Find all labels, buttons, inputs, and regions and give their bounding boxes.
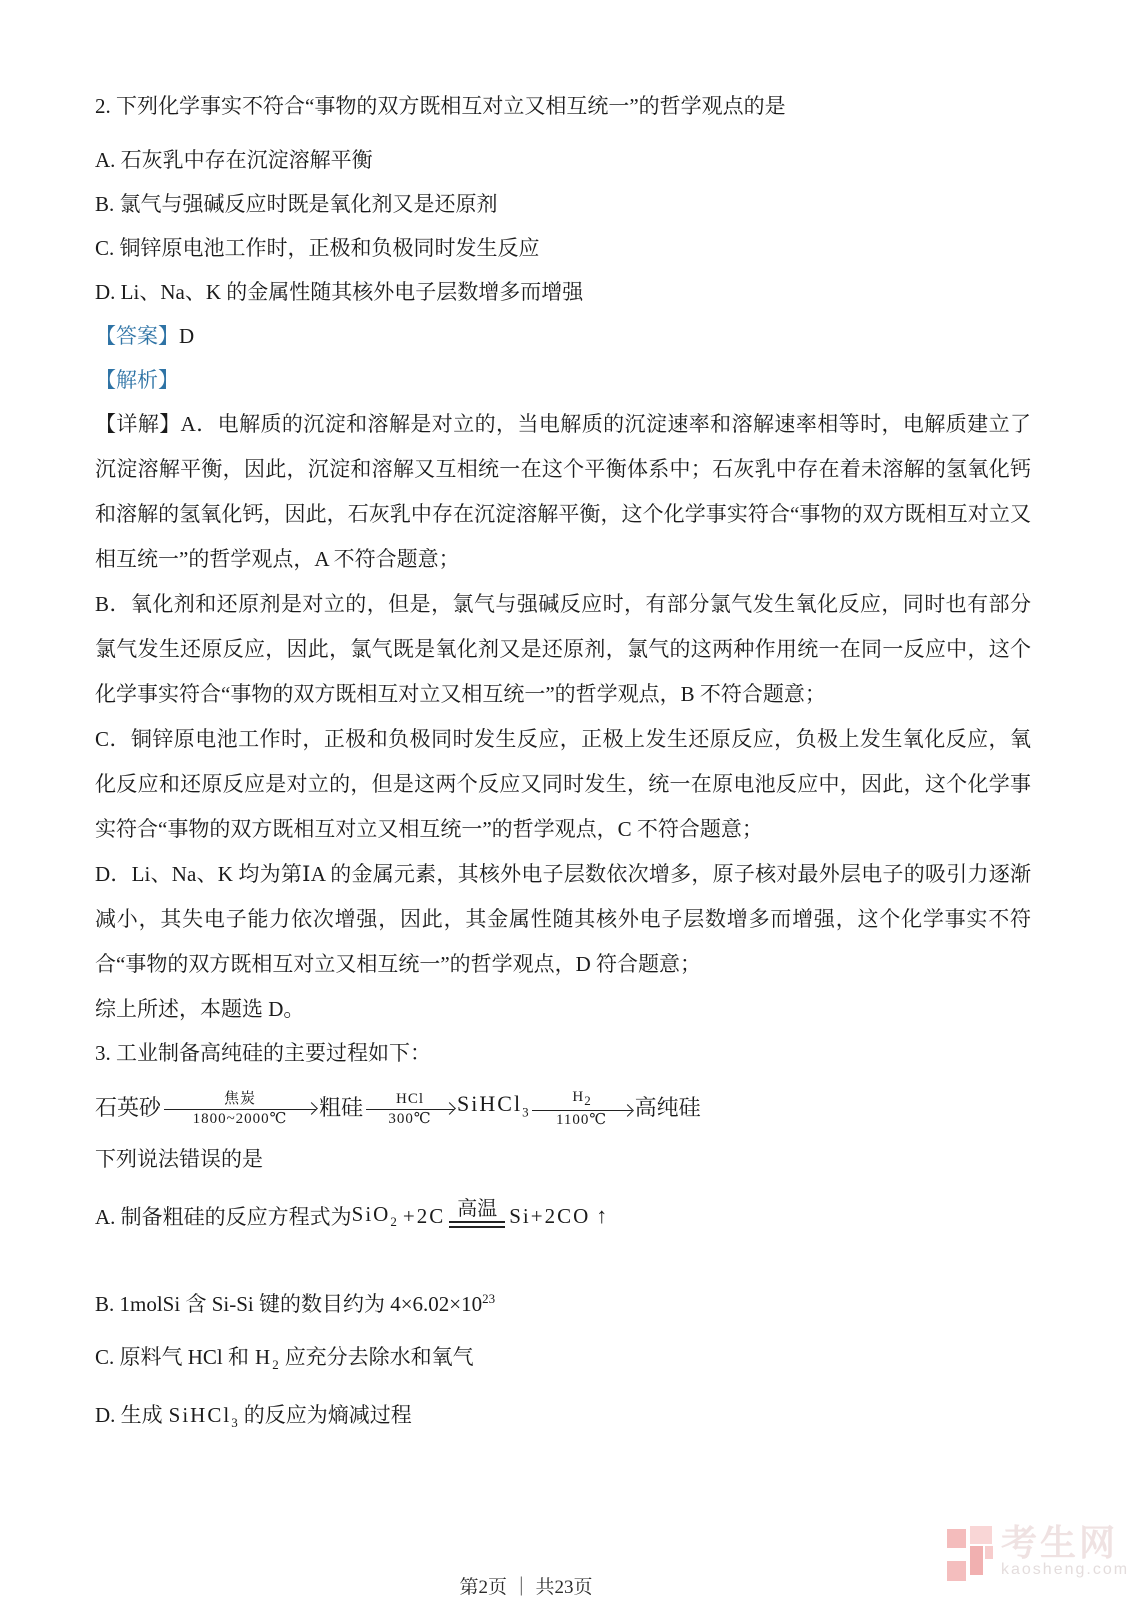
q3-option-d-text-2: 的反应为熵减过程: [243, 1403, 412, 1427]
gas-up-arrow-icon: ↑: [596, 1203, 608, 1228]
q3-question: 下列说法错误的是: [95, 1147, 263, 1171]
q2-detail-paragraph-d: D．Li、Na、K 均为第ⅠA 的金属元素，其核外电子层数依次增多，原子核对最外层电子的吸引力逐渐减小，其失电子能力依次增强，因此，其金属性随其核外电子层数增多而增强，这个化学事实不符合“事物的双方既相互对立又相互统一”的哲学观点，D 符合题意；: [95, 862, 1031, 976]
right-arrow-icon: [366, 1109, 454, 1110]
condition-label: 高温: [457, 1197, 498, 1220]
q2-answer-line: [95, 314, 1031, 358]
arrow1-condition-below: 1800~2000℃: [192, 1110, 288, 1127]
q3-option-c-text-2: 应充分去除水和氧气: [284, 1345, 474, 1369]
q2-conclusion: 综上所述，本题选 D。: [95, 997, 305, 1021]
answer-label: 【答案】: [95, 324, 179, 348]
right-arrow-icon: [164, 1109, 316, 1110]
formula-subscript: 3: [522, 1104, 529, 1120]
formula-subscript: 2: [584, 1093, 591, 1108]
process-start: 石英砂: [95, 1094, 162, 1120]
double-line-equals-icon: [449, 1221, 505, 1228]
formula-base: SiO: [351, 1201, 391, 1226]
q2-detail-paragraph-c: C．铜锌原电池工作时，正极和负极同时发生反应，正极上发生还原反应，负极上发生氧化反应，氧化反应和还原反应是对立的，但是这两个反应又同时发生，统一在原电池反应中，因此，这个化学事实符合“事物的双方既相互对立又相互统一”的哲学观点，C 不符合题意；: [95, 727, 1031, 841]
arrow3-condition-above: [566, 1089, 596, 1109]
kaosheng-logo-icon: [941, 1524, 997, 1582]
q3-option-b: [95, 1277, 1031, 1321]
arrow3-condition-below: 1100℃: [555, 1112, 608, 1128]
reactant-2: +2C: [402, 1203, 446, 1228]
q3-stem: 3. 工业制备高纯硅的主要过程如下：: [95, 1041, 431, 1065]
formula-subscript: 3: [231, 1415, 238, 1431]
page-footer: [0, 1572, 1052, 1599]
q2-detail-paragraph-a: 【详解】A．电解质的沉淀和溶解是对立的，当电解质的沉淀速率和溶解速率相等时，电解质建立了沉淀溶解平衡，因此，沉淀和溶解又互相统一在这个平衡体系中；石灰乳中存在着未溶解的氢氧化钙和溶解的氢氧化钙，因此，石灰乳中存在沉淀溶解平衡，这个化学事实符合“事物的双方既相互对立又相互统一”的哲学观点，A 不符合题意；: [95, 412, 1031, 571]
exponent-superscript: 23: [482, 1291, 496, 1306]
arrow2-condition-above: HCl: [396, 1090, 425, 1107]
q3-option-a-prefix: A. 制备粗硅的反应方程式为: [95, 1205, 352, 1229]
q2-option-b: B. 氯气与强碱反应时既是氧化剂又是还原剂: [95, 192, 498, 216]
right-arrow-icon: [532, 1110, 632, 1111]
watermark-text: [1001, 1524, 1129, 1578]
process-intermediate-1: 粗硅: [319, 1094, 364, 1120]
process-arrow-2: [366, 1091, 454, 1128]
formula-subscript: 2: [390, 1214, 397, 1230]
q2-option-a: A. 石灰乳中存在沉淀溶解平衡: [95, 148, 373, 172]
q2-option-d: D. Li、Na、K 的金属性随其核外电子层数增多而增强: [95, 280, 584, 304]
q2-detail-paragraph-b: B．氧化剂和还原剂是对立的，但是，氯气与强碱反应时，有部分氯气发生氧化反应，同时也有部分氯气发生还原反应，因此，氯气既是氧化剂又是还原剂，氯气的这两种作用统一在同一反应中，这个化学事实符合“事物的双方既相互对立又相互统一”的哲学观点，B 不符合题意；: [95, 592, 1031, 706]
process-end: 高纯硅: [634, 1094, 701, 1120]
q2-analysis-line: [95, 358, 1031, 402]
q3-process-diagram: [95, 1075, 1031, 1137]
page-number: 第2页 ｜ 共23页: [459, 1577, 593, 1598]
products-formula: Si+2CO: [509, 1203, 591, 1228]
q3-option-c: [95, 1335, 1031, 1379]
formula-base: SiHCl: [168, 1403, 232, 1427]
q2-stem: 2. 下列化学事实不符合“事物的双方既相互对立又相互统一”的哲学观点的是: [95, 94, 786, 118]
silane-formula: [168, 1403, 238, 1431]
q3-option-b-text: B. 1molSi 含 Si-Si 键的数目约为 4×6.02×10: [95, 1292, 483, 1316]
document-content: [95, 84, 1031, 1437]
reaction-condition-equals: [449, 1197, 505, 1228]
process-arrow-1: [164, 1091, 316, 1128]
q3-option-d: [95, 1393, 1031, 1437]
answer-value: D: [179, 324, 195, 348]
formula-base: H: [255, 1345, 273, 1369]
hydrogen-formula: [255, 1345, 279, 1373]
process-arrow-3: [532, 1089, 632, 1129]
formula-base: H: [572, 1089, 585, 1105]
kaosheng-watermark: [941, 1524, 1129, 1582]
reactant-formula: [352, 1202, 397, 1230]
arrow2-condition-below: 300℃: [388, 1110, 432, 1127]
analysis-label: 【解析】: [95, 368, 179, 392]
q3-option-c-text-1: C. 原料气 HCl 和: [95, 1345, 250, 1369]
formula-base: SiHCl: [457, 1091, 523, 1117]
formula-subscript: 2: [272, 1357, 279, 1373]
arrow1-condition-above: 焦炭: [224, 1090, 257, 1107]
watermark-domain: kaosheng.com: [1001, 1561, 1130, 1578]
q2-option-c: C. 铜锌原电池工作时，正极和负极同时发生反应: [95, 236, 540, 260]
process-intermediate-2: [457, 1091, 529, 1120]
q3-option-a: [95, 1181, 1031, 1251]
watermark-brand: 考生网: [1001, 1522, 1119, 1563]
q3-option-d-text-1: D. 生成: [95, 1403, 163, 1427]
